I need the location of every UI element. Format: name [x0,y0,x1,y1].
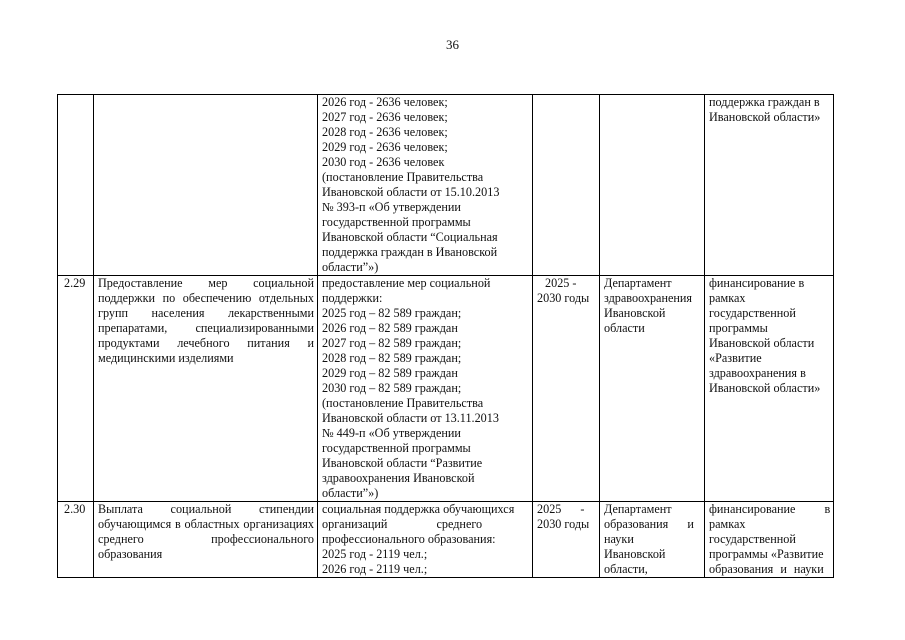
indicator-line: социальная поддержка обучающихся [322,502,515,516]
indicator-line: 2030 год – 82 589 граждан; [322,381,462,395]
indicator-line: 2029 год – 82 589 граждан [322,366,458,380]
indicator-line: Ивановской области от 13.11.2013 [322,411,499,425]
indicator-line: организаций среднего [322,517,483,531]
financing-cell [705,95,834,276]
indicator-line: государственной программы [322,215,471,229]
period-line: 2030 годы [537,517,590,531]
indicator-line: предоставление мер социальной [322,276,491,290]
indicator-line: 2026 год - 2119 чел.; [322,562,428,576]
executor-line: здравоохранения [604,291,693,305]
period-cell [533,95,600,276]
executor-cell [600,276,705,502]
indicator-line: Ивановской области от 15.10.2013 [322,185,500,199]
financing-line: государственной [709,306,796,320]
period-cell [533,276,600,502]
executor-line: Ивановской [604,306,666,320]
indicator-line: (постановление Правительства [322,170,484,184]
executor-line: образования и [604,517,694,531]
period-cell [533,502,600,578]
indicator-line: 2025 год – 82 589 граждан; [322,306,462,320]
executor-line: Ивановской [604,547,666,561]
financing-line: рамках [709,291,746,305]
executor-cell [600,502,705,578]
table-row [58,276,834,502]
period-line: 2030 годы [537,291,590,305]
financing-line: рамках [709,517,746,531]
page-number: 36 [446,37,459,52]
table-row [58,502,834,578]
row-number-cell: 2.29 [58,276,94,502]
executor-line: области [604,321,645,335]
indicator-line: № 393-п «Об утверждении [322,200,461,214]
indicator-line: 2026 год – 82 589 граждан [322,321,458,335]
indicators-cell [318,276,533,502]
financing-line: программы «Развитие [709,547,824,561]
financing-line: «Развитие [709,351,762,365]
indicator-line: поддержки: [322,291,383,305]
indicator-line: 2025 год - 2119 чел.; [322,547,428,561]
indicator-line: 2028 год - 2636 человек; [322,125,448,139]
executor-cell [600,95,705,276]
financing-cell [705,276,834,502]
indicator-line: области”») [322,486,379,500]
executor-line: Департамент [604,502,672,516]
indicator-line: поддержка граждан в Ивановской [322,245,498,259]
row-number-cell [58,95,94,276]
indicator-line: здравоохранения Ивановской [322,471,475,485]
indicator-line: Ивановской области “Развитие [322,456,483,470]
measure-cell: Предоставление мер социальной поддержки по обеспечению отдельных групп населения лекарственными препаратами, специализированными продуктами лечебного питания и медицинскими изделиями [94,276,318,502]
financing-line: программы [709,321,768,335]
indicator-line: 2027 год - 2636 человек; [322,110,448,124]
financing-line: поддержка граждан в [709,95,820,109]
indicator-line: 2027 год – 82 589 граждан; [322,336,462,350]
executor-line: науки [604,532,634,546]
indicator-line: Ивановской области “Социальная [322,230,498,244]
indicator-line: 2028 год – 82 589 граждан; [322,351,462,365]
financing-line: Ивановской области» [709,110,821,124]
financing-line: образования и науки [709,562,824,576]
financing-line: государственной [709,532,796,546]
financing-line: Ивановской области [709,336,815,350]
financing-cell [705,502,834,578]
indicator-line: 2026 год - 2636 человек; [322,95,448,109]
financing-line: финансирование в [709,276,805,290]
indicators-cell [318,95,533,276]
financing-line: здравоохранения в [709,366,806,380]
indicator-line: № 449-п «Об утверждении [322,426,461,440]
indicators-cell [318,502,533,578]
executor-line: Департамент [604,276,672,290]
measure-cell [94,95,318,276]
indicator-line: государственной программы [322,441,471,455]
measure-cell: Выплата социальной стипендии обучающимся в областных организациях среднего профессионального образования [94,502,318,578]
indicator-line: области”») [322,260,379,274]
table-row [58,95,834,276]
executor-line: области, [604,562,648,576]
period-line: 2025 - [537,502,585,516]
row-number-cell: 2.30 [58,502,94,578]
indicator-line: 2030 год - 2636 человек [322,155,445,169]
indicator-line: 2029 год - 2636 человек; [322,140,448,154]
indicator-line: профессионального образования: [322,532,496,546]
financing-line: финансирование в [709,502,831,516]
measures-table [57,94,834,578]
period-line: 2025 - [545,276,577,290]
indicator-line: (постановление Правительства [322,396,484,410]
financing-line: Ивановской области» [709,381,821,395]
